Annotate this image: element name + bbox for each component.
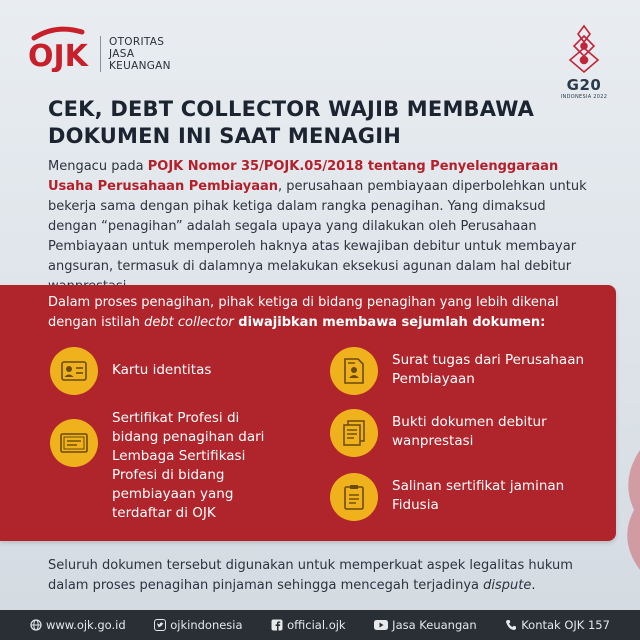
- footer-facebook[interactable]: [271, 618, 345, 632]
- panel-lead-text: Dalam proses penagihan, pihak ketiga di bidang penagihan yang lebih dikenal dengan istilah: [48, 295, 559, 330]
- g20-subtext: INDONESIA 2022: [560, 94, 608, 100]
- closing-text: Seluruh dokumen tersebut digunakan untuk memperkuat aspek legalitas hukum dalam proses penagihan pinjaman sehingga mencegah terjadinya: [48, 558, 573, 593]
- intro-paragraph: [48, 157, 598, 297]
- twitter-icon: [154, 619, 166, 631]
- globe-icon: [30, 619, 42, 631]
- document-label: Sertifikat Profesi di bidang penagihan dari Lembaga Sertifikasi Profesi di bidang pembiayaan yang terdaftar di OJK: [112, 410, 265, 521]
- phone-icon: [505, 619, 517, 631]
- intro-body: , perusahaan pembiayaan diperbolehkan untuk bekerja sama dengan pihak ketiga dalam rangka penagihan. Yang dimaksud dengan “penagihan” adalah segala upaya yang dilakukan oleh Perusahaan Pembiayaan untuk memperoleh haknya atas kewajiban debitur untuk membayar angsuran, termasuk di dalamnya melakukan eksekusi agunan dalam hal debitur: [48, 179, 587, 274]
- document-item-assignment: [330, 347, 592, 395]
- closing-end: .: [531, 578, 536, 593]
- title-line-2: DOKUMEN INI SAAT MENAGIH: [48, 124, 402, 148]
- document-label: Bukti dokumen debitur wanprestasi: [392, 414, 547, 449]
- document-item-certificate: [50, 409, 272, 523]
- g20-text: G20: [566, 76, 602, 94]
- footer-phone[interactable]: [505, 618, 610, 632]
- brand-line-1: OTORITAS: [109, 36, 165, 48]
- documents-panel: [0, 285, 616, 541]
- certificate-icon: [50, 419, 98, 467]
- website-text: www.ojk.go.id: [46, 618, 126, 632]
- ojk-logo-text: OJK: [28, 39, 88, 72]
- facebook-text: official.ojk: [287, 618, 346, 632]
- document-item-proof: [330, 409, 592, 457]
- panel-lead: [48, 293, 588, 333]
- intro-regulation: POJK Nomor 35/POJK.05/2018 tentang Penyelenggaraan Usaha Perusahaan Pembiayaan: [48, 159, 559, 194]
- phone-text: Kontak OJK 157: [521, 618, 610, 632]
- title-line-1: CEK, DEBT COLLECTOR WAJIB MEMBAWA: [48, 97, 535, 121]
- closing-paragraph: [48, 556, 608, 596]
- youtube-icon: [374, 620, 388, 630]
- panel-lead-italic: debt collector: [144, 315, 234, 330]
- ojk-brand-name: [100, 36, 171, 72]
- document-label: Surat tugas dari Perusahaan Pembiayaan: [392, 352, 585, 387]
- youtube-text: Jasa Keuangan: [392, 618, 477, 632]
- assignment-letter-icon: [330, 347, 378, 395]
- brand-line-2: JASA: [109, 48, 135, 60]
- document-item-fidusia: [330, 473, 592, 521]
- facebook-icon: [271, 619, 283, 631]
- document-label: Kartu identitas: [112, 362, 212, 378]
- brand-line-3: KEUANGAN: [109, 60, 171, 72]
- footer-bar: [0, 610, 640, 640]
- documents-icon: [330, 409, 378, 457]
- id-card-icon: [50, 347, 98, 395]
- footer-website[interactable]: [30, 618, 126, 632]
- intro-prefix: Mengacu pada: [48, 159, 148, 174]
- footer-twitter[interactable]: [154, 618, 242, 632]
- panel-lead-bold: diwajibkan membawa sejumlah dokumen:: [233, 315, 546, 330]
- closing-italic: dispute: [483, 578, 532, 593]
- header: [26, 22, 614, 100]
- page-title: [48, 96, 568, 150]
- clipboard-icon: [330, 473, 378, 521]
- document-label: Salinan sertifikat jaminan Fidusia: [392, 478, 565, 513]
- document-item-id: [50, 347, 211, 395]
- twitter-text: ojkindonesia: [170, 618, 243, 632]
- footer-youtube[interactable]: [374, 618, 476, 632]
- ojk-logo-icon: [26, 22, 96, 72]
